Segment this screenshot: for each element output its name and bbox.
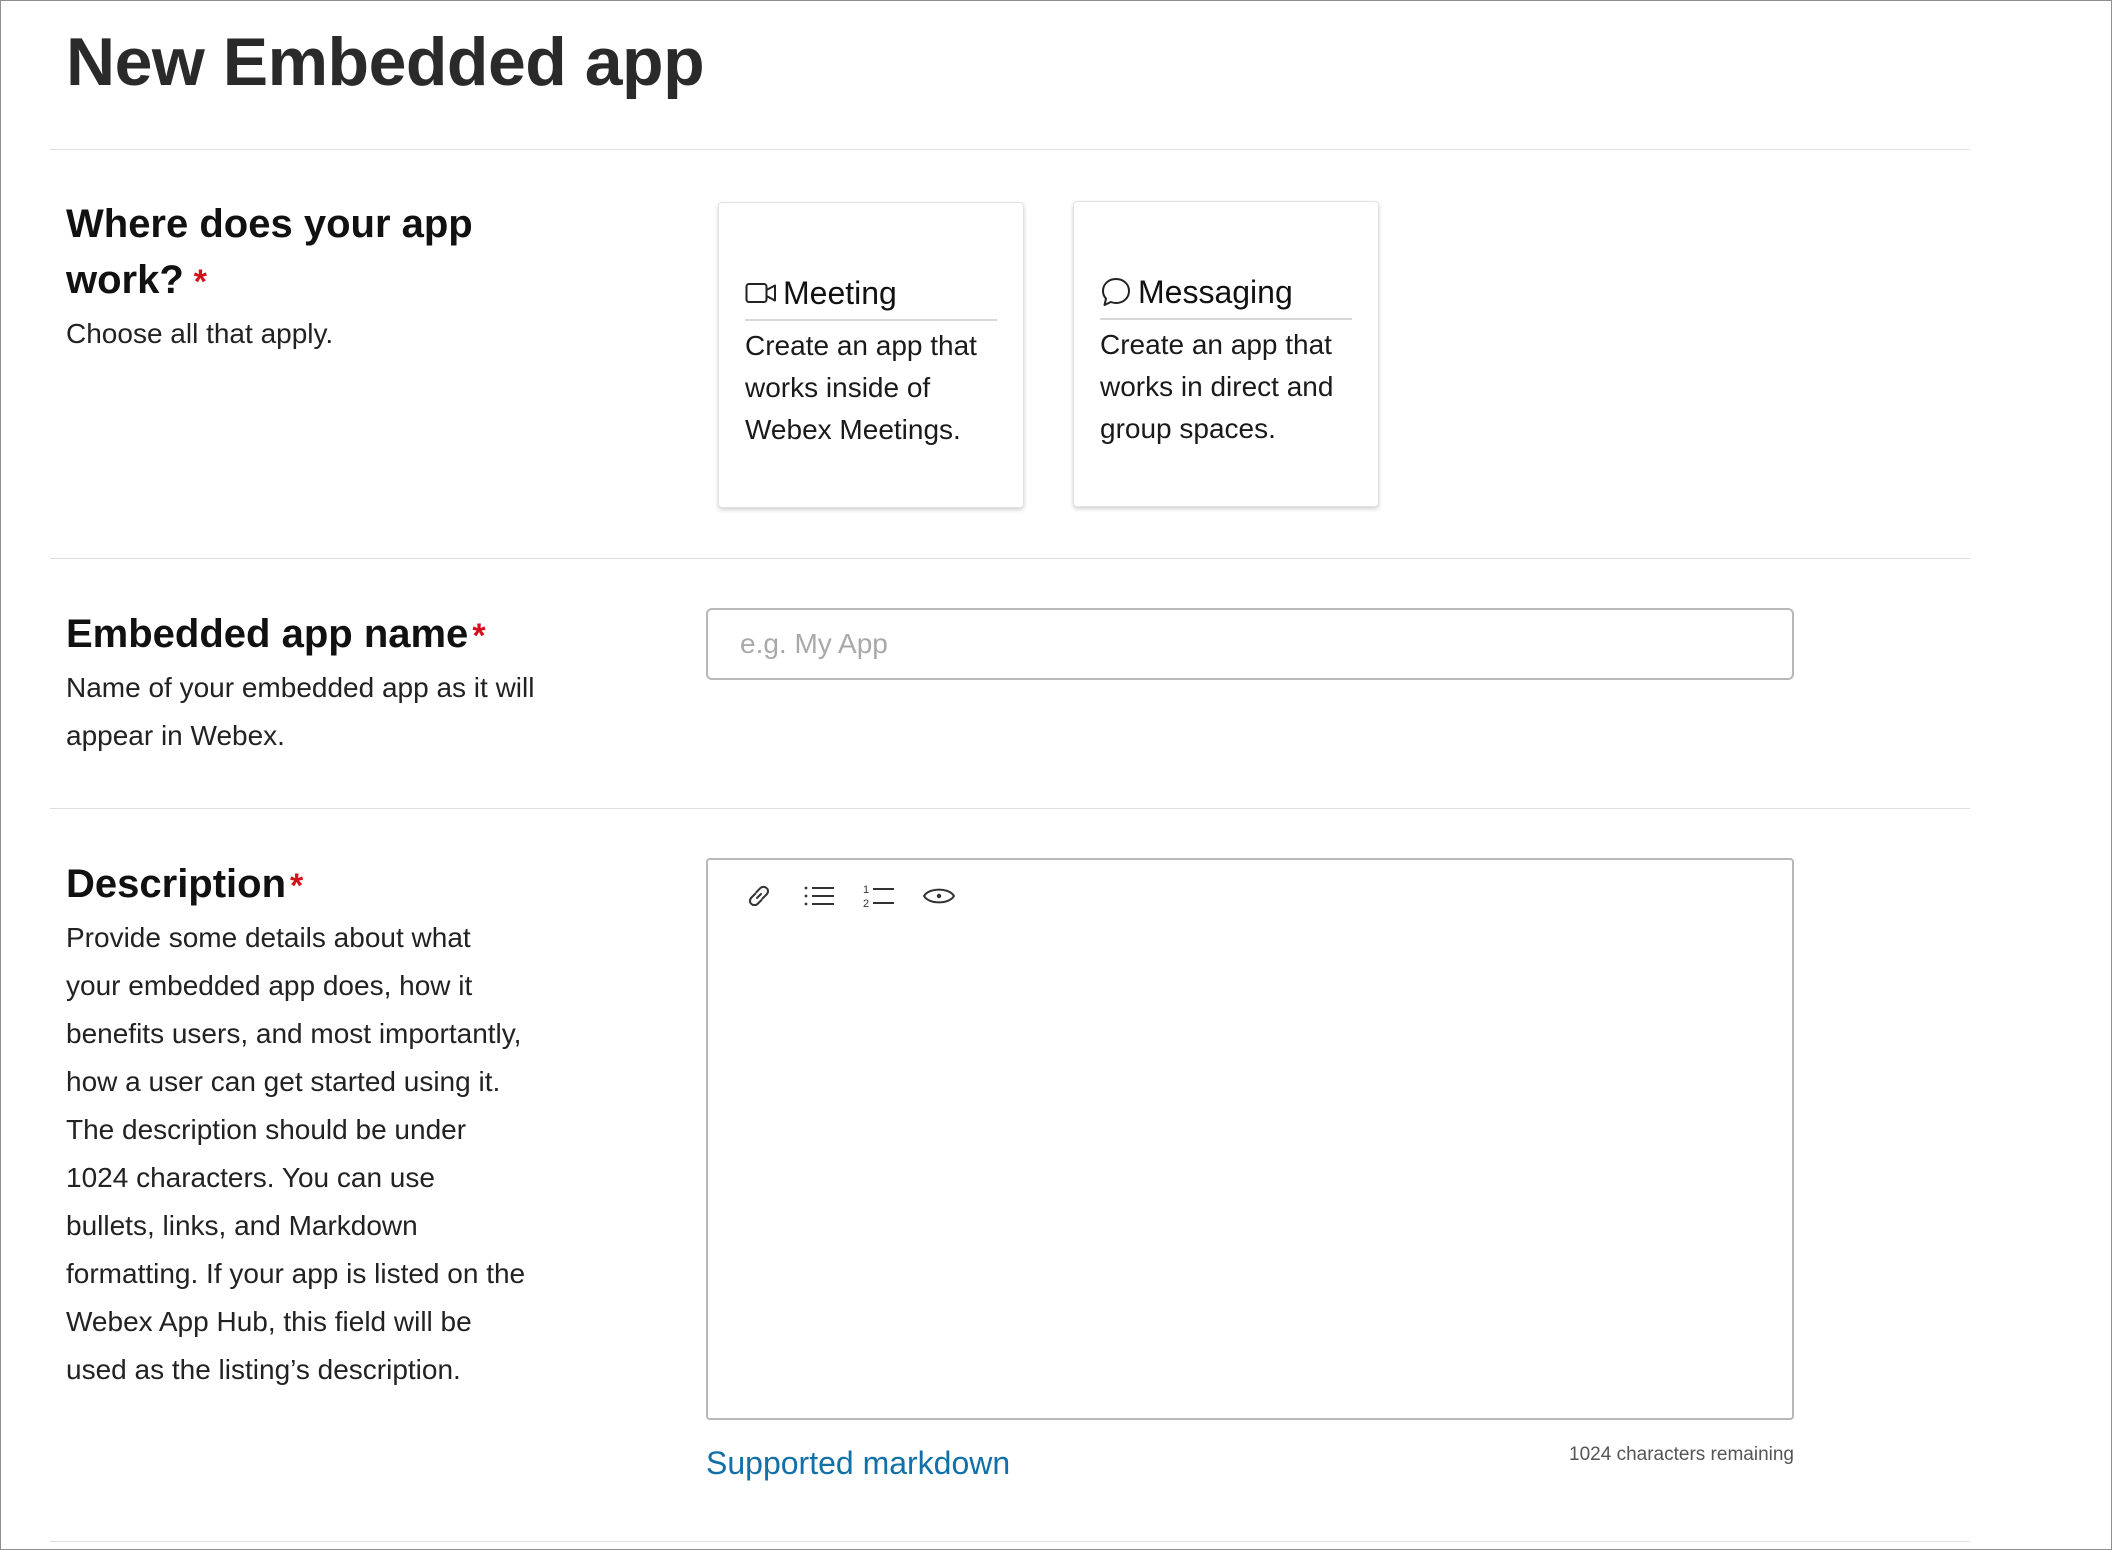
chat-bubble-icon: [1100, 276, 1132, 308]
description-section-description: Provide some details about what your embedded app does, how it benefits users, and most importantly, how a user can get started using it. The description should be under 1024 characters. You can use bullets, links, and Markdown formatting. If your app is listed on the Webex App Hub, this field will be used as the listing’s description.: [66, 922, 526, 1385]
messaging-card-description: Create an app that works in direct and group spaces.: [1100, 329, 1334, 444]
messaging-card-header: [1100, 266, 1352, 320]
where-section-title: [66, 196, 526, 310]
editor-toolbar: [742, 878, 982, 914]
name-title-text: Embedded app name: [66, 612, 469, 656]
description-editor[interactable]: [706, 858, 1794, 1420]
required-asterisk: *: [472, 617, 486, 655]
svg-text:1: 1: [863, 884, 870, 896]
divider: [50, 808, 1970, 809]
meeting-card-description: Create an app that works inside of Webex Meetings.: [745, 330, 977, 445]
numbered-list-icon[interactable]: [862, 878, 896, 914]
required-asterisk: *: [290, 867, 304, 905]
name-section-description: Name of your embedded app as it will appear in Webex.: [66, 672, 535, 751]
description-title-text: Description: [66, 862, 287, 906]
character-count: 1024 characters remaining: [1569, 1444, 1794, 1465]
page-title: New Embedded app: [66, 24, 705, 100]
supported-markdown-link[interactable]: Supported markdown: [706, 1445, 1011, 1481]
messaging-card-title: Messaging: [1138, 273, 1293, 310]
preview-eye-icon[interactable]: [922, 878, 956, 914]
divider: [50, 149, 1970, 150]
link-icon[interactable]: [742, 878, 776, 914]
bulleted-list-icon[interactable]: [802, 878, 836, 914]
name-section-title: [66, 606, 486, 664]
messaging-option-card[interactable]: [1073, 201, 1379, 507]
description-section-title: [66, 856, 303, 914]
required-asterisk: *: [193, 263, 208, 301]
where-section-description: Choose all that apply.: [66, 318, 334, 349]
divider: [50, 558, 1970, 559]
meeting-card-header: [745, 267, 997, 321]
where-title-text: Where does your app work?: [66, 202, 473, 302]
svg-text:2: 2: [863, 898, 870, 910]
meeting-card-title: Meeting: [783, 274, 897, 311]
divider: [50, 1541, 1970, 1542]
meeting-option-card[interactable]: [718, 202, 1024, 508]
description-textarea[interactable]: [728, 930, 1772, 1402]
video-camera-icon: [745, 277, 777, 309]
app-name-input[interactable]: [706, 608, 1794, 680]
